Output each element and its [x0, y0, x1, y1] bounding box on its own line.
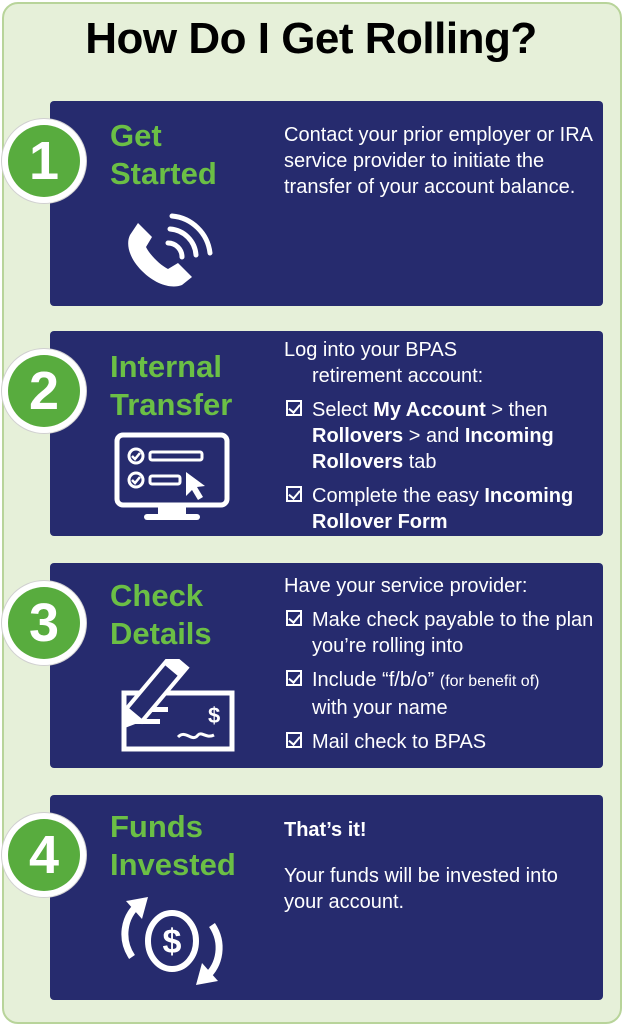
- step-4-badge: 4: [2, 813, 86, 897]
- step-3-item-1: Make check payable to the plan you’re rolling into: [284, 607, 596, 659]
- step-4-heading: [110, 808, 290, 884]
- step-3-badge: 3: [2, 581, 86, 665]
- svg-text:$: $: [162, 923, 182, 961]
- step-3-heading-line-2: Details: [110, 616, 212, 651]
- page-title: How Do I Get Rolling?: [85, 14, 537, 63]
- step-4-heading-line-2: Invested: [110, 847, 236, 882]
- step-2-heading-line-1: Internal: [110, 349, 222, 384]
- step-4-card: [50, 795, 603, 1000]
- step-2-text: [284, 337, 596, 535]
- step-3-intro: Have your service provider:: [284, 575, 528, 597]
- step-3-text: [284, 573, 596, 755]
- step-4-heading-line-1: Funds: [110, 809, 203, 844]
- step-3-item-2: Include “f/b/o” (for benefit of) with your name: [284, 667, 596, 721]
- step-3-item-3: Mail check to BPAS: [284, 729, 596, 755]
- computer-checklist-icon: [114, 432, 230, 524]
- checkbox-icon: [286, 486, 302, 502]
- step-3-heading: [110, 577, 290, 653]
- checkbox-icon: [286, 732, 302, 748]
- step-4-bold: That’s it!: [284, 819, 367, 841]
- step-2-card: [50, 331, 603, 536]
- step-2-badge: 2: [2, 349, 86, 433]
- step-3-card: [50, 563, 603, 768]
- step-1-heading-line-2: Started: [110, 156, 217, 191]
- checkbox-icon: [286, 610, 302, 626]
- step-4-body: Your funds will be invested into your account.: [284, 865, 558, 913]
- checkbox-icon: [286, 400, 302, 416]
- step-2-heading: [110, 348, 290, 424]
- step-1-heading-line-1: Get: [110, 118, 162, 153]
- step-2-item-2: Complete the easy Incoming Rollover Form: [284, 483, 596, 535]
- step-2-item-1: Select My Account > then Rollovers > and Incoming Rollovers tab: [284, 397, 596, 475]
- step-2-heading-line-2: Transfer: [110, 387, 233, 422]
- dollar-cycle-icon: [114, 895, 234, 987]
- step-4-text: [284, 817, 596, 915]
- step-3-heading-line-1: Check: [110, 578, 204, 613]
- phone-icon: [120, 213, 216, 293]
- step-1-text: Contact your prior employer or IRA service provider to initiate the transfer of your account balance.: [284, 124, 592, 198]
- step-2-intro-line-1: Log into your BPAS: [284, 339, 458, 361]
- check-pen-icon: [116, 659, 236, 755]
- checkbox-icon: [286, 670, 302, 686]
- step-1-badge: 1: [2, 119, 86, 203]
- step-1-card: [50, 101, 603, 306]
- svg-text:$: $: [208, 703, 221, 728]
- step-1-heading: [110, 117, 290, 193]
- step-2-intro-line-2: retirement account:: [312, 365, 484, 387]
